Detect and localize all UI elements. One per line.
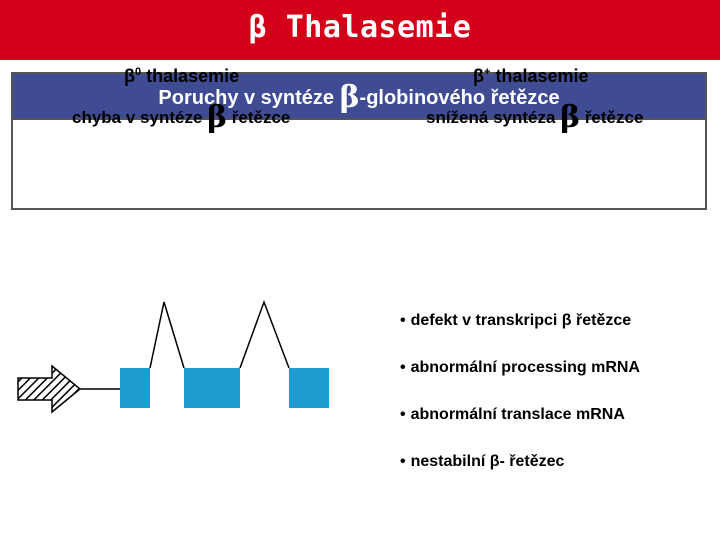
exon-2 <box>184 368 240 408</box>
beta-symbol: β <box>489 453 500 470</box>
exon-3 <box>289 368 329 408</box>
beta-plus-text: thalasemie <box>490 66 589 86</box>
heading-beta-symbol: β <box>339 80 360 115</box>
hatched-arrow-icon <box>18 366 80 412</box>
beta-zero-text: thalasemie <box>141 66 240 86</box>
beta-zero-sup: 0 <box>135 66 142 78</box>
beta-zero-sub-prefix: chyba v syntéze <box>72 108 208 127</box>
beta-zero-sub-beta: β <box>207 100 228 135</box>
beta-plus-sub-beta: β <box>560 100 581 135</box>
cause-item: • abnormální processing mRNA <box>400 359 640 376</box>
exon-1 <box>120 368 150 408</box>
heading-prefix: Poruchy v syntéze <box>158 87 340 109</box>
beta-plus-sub-prefix: snížená syntéza <box>426 108 561 127</box>
intron-2 <box>240 302 289 368</box>
causes-list <box>400 312 640 500</box>
beta-plus-symbol: β <box>473 66 484 86</box>
beta-zero-sub-suffix: řetězce <box>227 108 291 127</box>
beta-plus-sub-suffix: řetězce <box>580 108 644 127</box>
beta-zero-symbol: β <box>124 66 135 86</box>
cause-item: • defekt v transkripci β řetězce <box>400 312 632 329</box>
cause-item: • abnormální translace mRNA <box>400 406 625 423</box>
cause-item: • nestabilní β- řetězec <box>400 453 565 470</box>
beta-symbol: β <box>561 312 572 329</box>
heading-suffix: -globinového řetězce <box>359 87 560 109</box>
beta-plus-sup: + <box>484 66 491 78</box>
intron-1 <box>150 302 184 368</box>
page-title: β Thalasemie <box>248 10 472 45</box>
